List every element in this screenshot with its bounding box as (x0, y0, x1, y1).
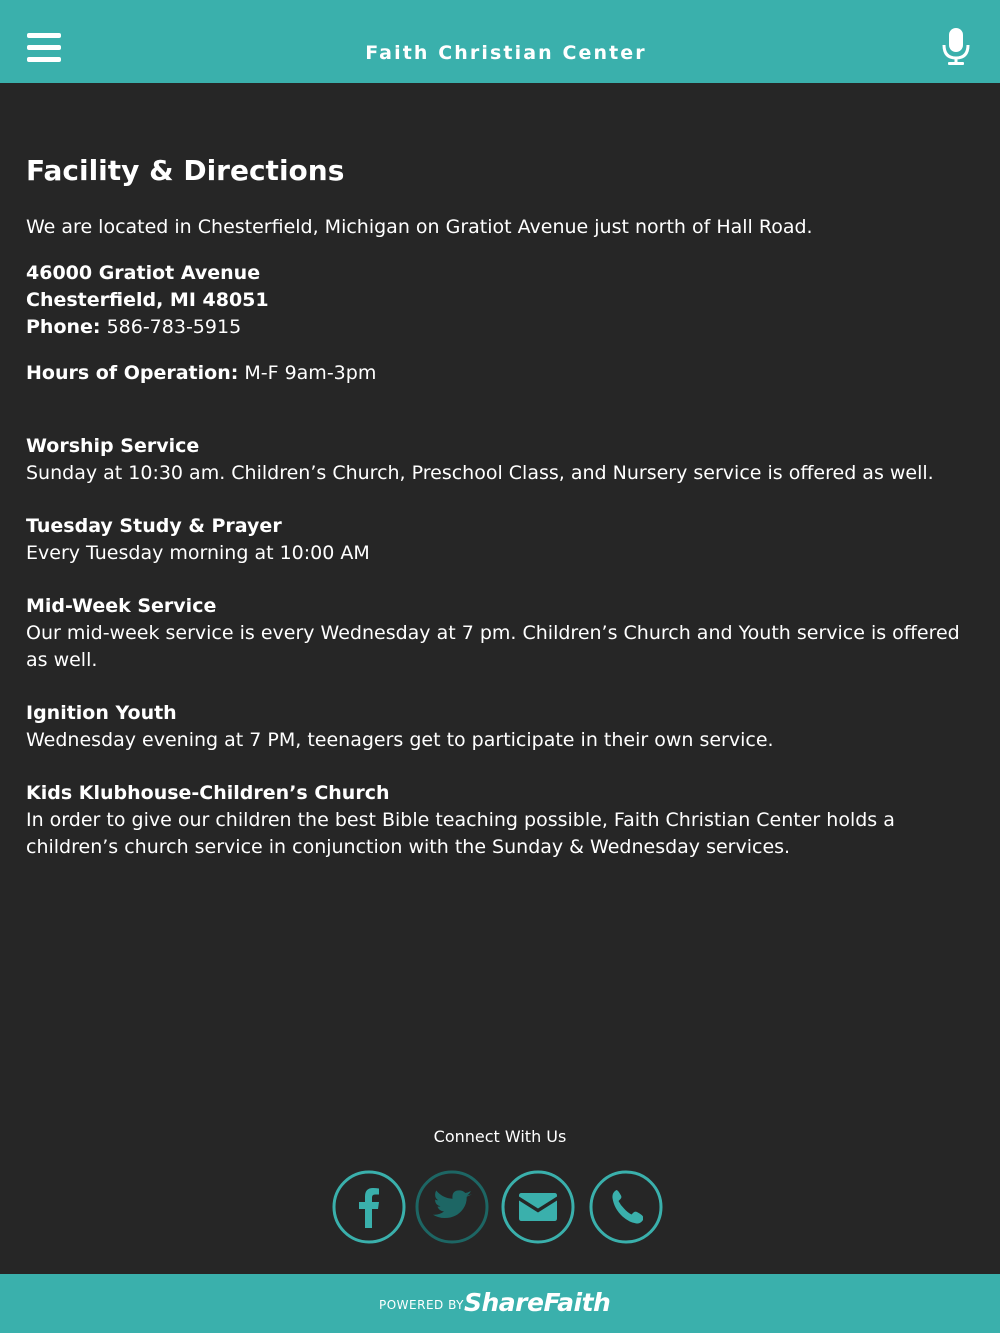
microphone-icon[interactable] (942, 28, 970, 66)
address-street: 46000 Gratiot Avenue (26, 262, 261, 284)
hours-block (26, 360, 966, 387)
service-item (26, 433, 966, 487)
service-item (26, 780, 966, 861)
hours-label: Hours of Operation: (26, 362, 239, 384)
service-item (26, 513, 966, 567)
service-item (26, 700, 966, 754)
service-description: Every Tuesday morning at 10:00 AM (26, 542, 370, 564)
powered-by-label: POWERED BY (379, 1298, 465, 1312)
address-block (26, 260, 966, 341)
hours-value: M-F 9am-3pm (244, 362, 377, 384)
service-description: In order to give our children the best Bible teaching possible, Faith Christian Center holds a children’s church service in conjunction with the Sunday & Wednesday services. (26, 809, 895, 858)
service-name: Kids Klubhouse-Children’s Church (26, 782, 390, 804)
top-bar (0, 0, 1000, 83)
address-city: Chesterfield, MI 48051 (26, 289, 269, 311)
phone-icon[interactable] (589, 1170, 663, 1244)
service-item (26, 593, 966, 674)
app-title: Faith Christian Center (365, 42, 647, 64)
facebook-icon[interactable] (332, 1170, 406, 1244)
email-icon[interactable] (501, 1170, 575, 1244)
sharefaith-logo[interactable]: ShareFaith (464, 1288, 611, 1317)
service-description: Our mid-week service is every Wednesday at 7 pm. Children’s Church and Youth service is offered as well. (26, 622, 960, 671)
service-name: Mid-Week Service (26, 595, 217, 617)
service-name: Worship Service (26, 435, 200, 457)
twitter-icon[interactable] (415, 1170, 489, 1244)
service-description: Wednesday evening at 7 PM, teenagers get to participate in their own service. (26, 729, 774, 751)
footer-bar (0, 1274, 1000, 1333)
main-content (26, 145, 966, 861)
connect-label: Connect With Us (433, 1127, 567, 1146)
location-intro: We are located in Chesterfield, Michigan on Gratiot Avenue just north of Hall Road. (26, 216, 813, 238)
service-name: Tuesday Study & Prayer (26, 515, 282, 537)
phone-label: Phone: (26, 316, 101, 338)
service-description: Sunday at 10:30 am. Children’s Church, Preschool Class, and Nursery service is offered as well. (26, 462, 934, 484)
page-title: Facility & Directions (26, 154, 345, 187)
phone-number: 586-783-5915 (106, 316, 242, 338)
service-name: Ignition Youth (26, 702, 177, 724)
